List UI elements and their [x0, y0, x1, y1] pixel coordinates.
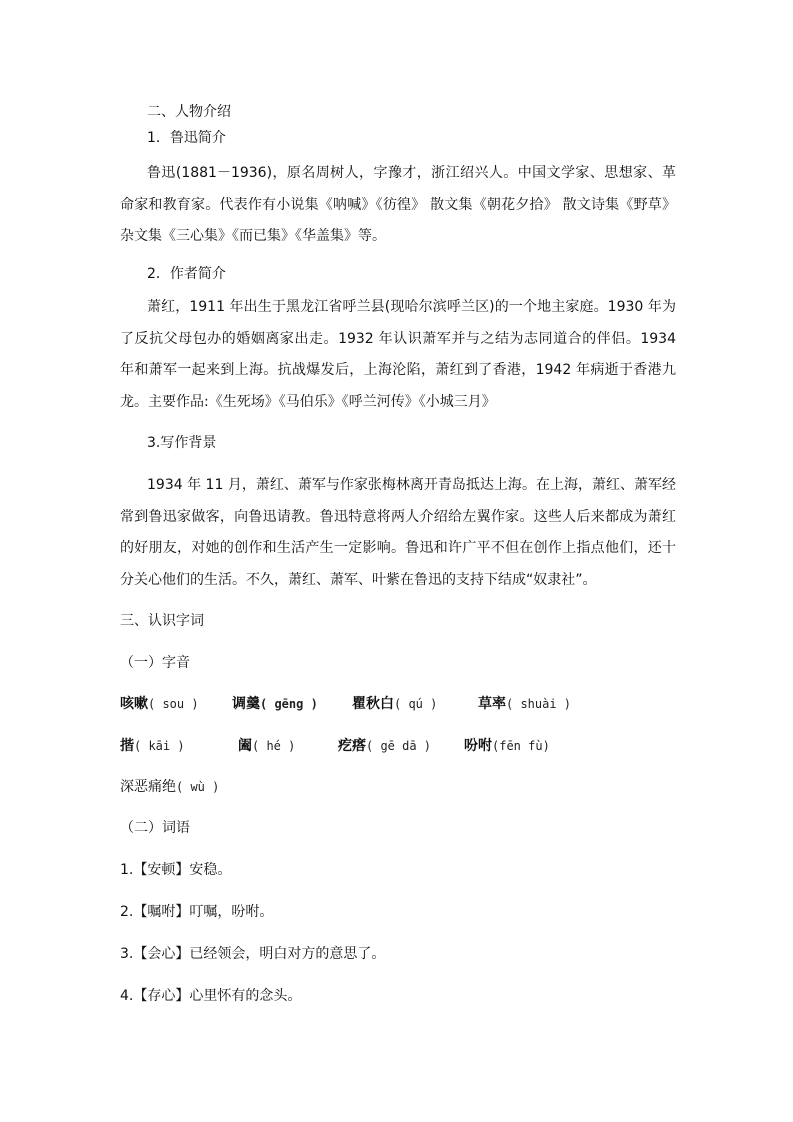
author-intro-paragraph: 萧红，1911 年出生于黑龙江省呼兰县(现哈尔滨呼兰区)的一个地主家庭。1930 年为了反抗父母包办的婚姻离家出走。1932 年认识萧军并与之结为志同道合的伴侣。1934 年和萧军一起来到上海。抗战爆发后，上海沦陷，萧红到了香港，1942 年病逝于香港九龙。主要作品:《生死场》《马伯乐》《呼兰河传》《小城三月》 — [120, 299, 676, 410]
pronunciation-item: 瞿秋白( qú ) — [352, 696, 438, 712]
subheading-luxun: 1．鲁迅简介 — [147, 130, 226, 146]
pronunciation-item: 疙瘩( gē dā ) — [338, 738, 432, 754]
luxun-intro-paragraph: 鲁迅(1881－1936)，原名周树人，字豫才，浙江绍兴人。中国文学家、思想家、革命家和教育家。代表作有小说集《呐喊》《彷徨》 散文集《朝花夕拾》 散文诗集《野草》 杂文集《三心集》《而已集》《华盖集》等。 — [120, 165, 676, 244]
pronunciation-item: 吩咐(fēn fù) — [464, 738, 550, 754]
word-definition: 4.【存心】心里怀有的念头。 — [120, 988, 302, 1004]
subheading-pronunciation: （一）字音 — [120, 655, 190, 671]
subheading-author: 2．作者简介 — [147, 266, 226, 282]
subheading-words: （二）词语 — [120, 820, 190, 836]
pronunciation-item: 阖( hé ) — [238, 738, 296, 754]
word-definition: 2.【嘱咐】叮嘱，吩咐。 — [120, 904, 274, 920]
word-definition: 3.【会心】已经领会，明白对方的意思了。 — [120, 946, 386, 962]
background-paragraph: 1934 年 11 月，萧红、萧军与作家张梅林离开青岛抵达上海。在上海，萧红、萧军经常到鲁迅家做客，向鲁迅请教。鲁迅特意将两人介绍给左翼作家。这些人后来都成为萧红的好朋友，对她的创作和生活产生一定影响。鲁迅和许广平不但在创作上指点他们，还十分关心他们的生活。不久，萧红、萧军、叶紫在鲁迅的支持下结成“奴隶社”。 — [120, 477, 676, 588]
pronunciation-item: 草率( shuài ) — [478, 696, 572, 712]
pronunciation-item: 咳嗽( sou ) — [120, 696, 199, 712]
section-3-heading: 三、认识字词 — [120, 613, 204, 629]
pronunciation-item: 调羹( gēng ) — [232, 696, 318, 712]
pronunciation-item: 揩( kāi ) — [120, 738, 185, 754]
pronunciation-item: 深恶痛绝( wù ) — [120, 779, 220, 795]
section-2-heading: 二、人物介绍 — [147, 104, 231, 120]
word-definition: 1.【安顿】安稳。 — [120, 862, 232, 878]
subheading-background: 3.写作背景 — [147, 435, 217, 451]
